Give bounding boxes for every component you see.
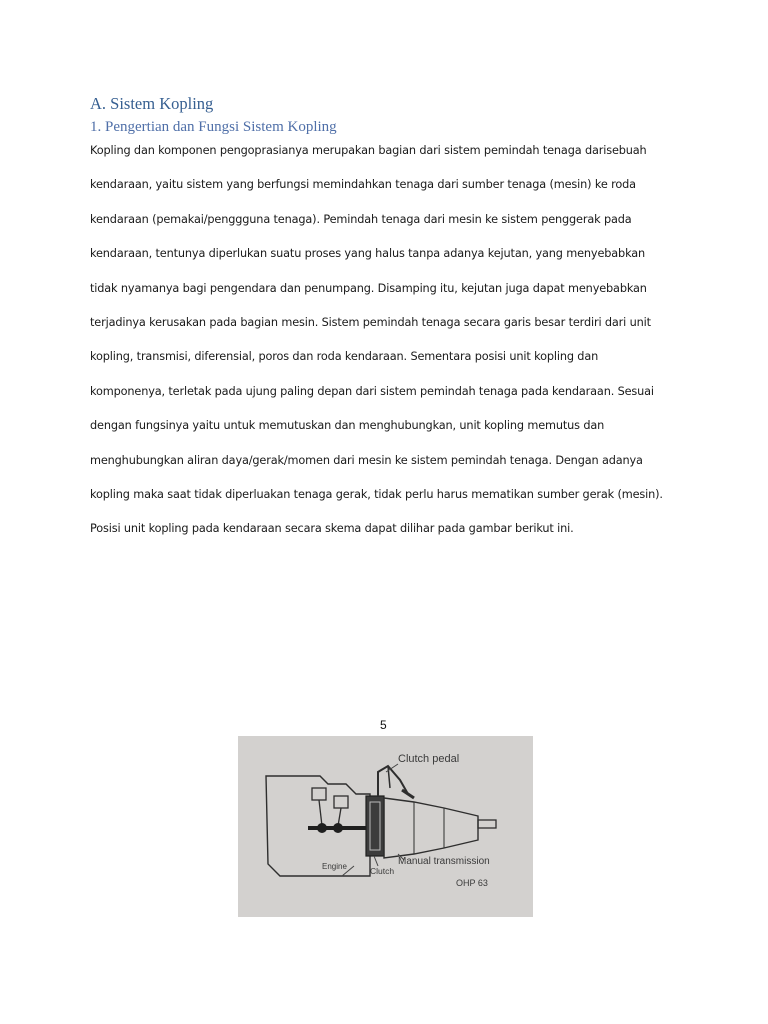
page-number: 5 [380, 718, 387, 732]
paragraph-line: Kopling dan komponen pengoprasianya merupakan bagian dari sistem pemindah tenaga darisebuah [90, 144, 647, 157]
section-heading: A. Sistem Kopling [90, 94, 214, 113]
output-shaft [478, 820, 496, 828]
section-subheading: 1. Pengertian dan Fungsi Sistem Kopling [90, 119, 337, 135]
paragraph-line: menghubungkan aliran daya/gerak/momen dari mesin ke sistem pemindah tenaga. Dengan adanya [90, 453, 643, 467]
paragraph-line: Posisi unit kopling pada kendaraan secara skema dapat dilihar pada gambar berikut ini. [90, 522, 574, 536]
clutch-diagram-figure [238, 736, 533, 917]
paragraph-line: komponenya, terletak pada ujung paling depan dari sistem pemindah tenaga pada kendaraan. Sesuai [90, 384, 654, 398]
paragraph-line: kopling maka saat tidak diperluakan tenaga gerak, tidak perlu harus mematikan sumber gerak (mesin). [90, 488, 663, 502]
label-figure-code: OHP 63 [456, 878, 488, 888]
paragraph-line: tidak nyamanya bagi pengendara dan penumpang. Disamping itu, kejutan juga dapat menyebabkan [90, 281, 647, 295]
paragraph-line: kendaraan, tentunya diperlukan suatu proses yang halus tanpa adanya kejutan, yang menyebabkan [90, 247, 646, 261]
piston-1 [312, 788, 326, 800]
paragraph-line: dengan fungsinya yaitu untuk memutuskan dan menghubungkan, unit kopling memutus dan [90, 419, 605, 433]
label-manual-transmission: Manual transmission [398, 856, 490, 867]
body-paragraph [90, 134, 700, 547]
label-clutch: Clutch [370, 866, 395, 876]
label-engine: Engine [322, 862, 347, 871]
paragraph-line: kendaraan (pemakai/penggguna tenaga). Pemindah tenaga dari mesin ke sistem penggerak pada [90, 212, 632, 226]
paragraph-line: kendaraan, yaitu sistem yang berfungsi memindahkan tenaga dari sumber tenaga (mesin) ke roda [90, 178, 636, 192]
transmission-outline [384, 798, 478, 858]
clutch-pedal [402, 790, 414, 798]
paragraph-line: kopling, transmisi, diferensial, poros dan roda kendaraan. Sementara posisi unit kopling dan [90, 350, 599, 364]
clutch-diagram [238, 736, 533, 917]
clutch-assembly [366, 796, 384, 856]
piston-2 [334, 796, 348, 808]
label-clutch-pedal: Clutch pedal [398, 753, 460, 765]
paragraph-line: terjadinya kerusakan pada bagian mesin. Sistem pemindah tenaga secara garis besar terdiri dari unit [90, 316, 651, 330]
